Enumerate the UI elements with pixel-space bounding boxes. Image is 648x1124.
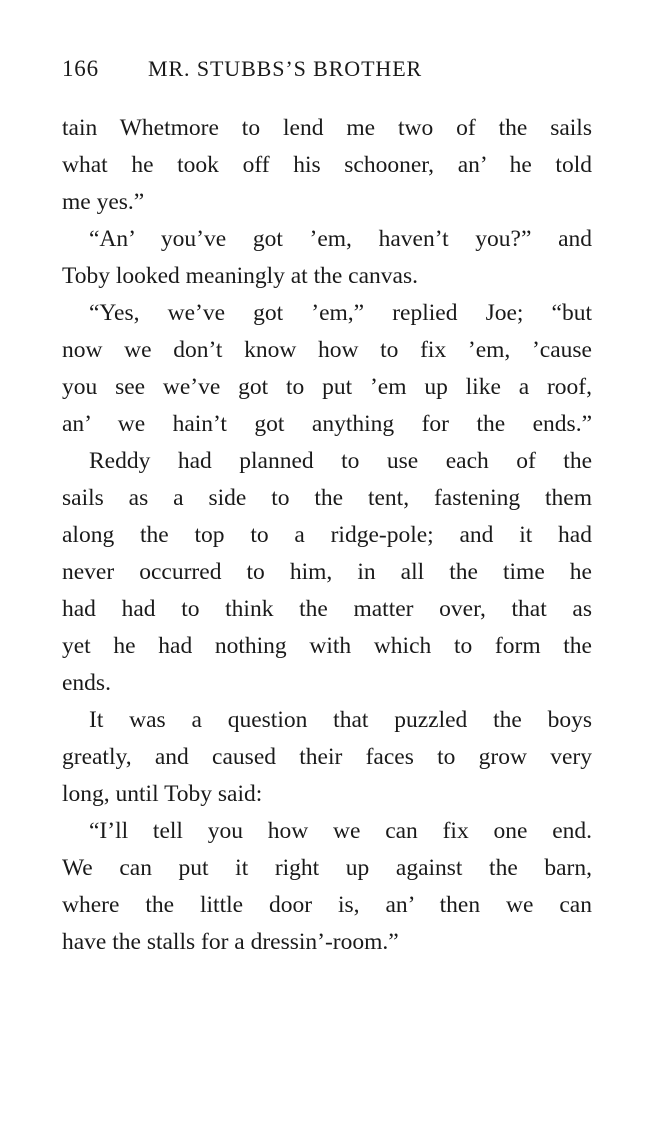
book-page <box>62 56 592 961</box>
paragraph <box>62 443 592 702</box>
running-title: MR. STUBBS’S BROTHER <box>148 56 423 81</box>
text-line: what he took off his schooner, an’ he told <box>62 152 592 178</box>
paragraph <box>62 221 592 295</box>
text-line: you see we’ve got to put ’em up like a roof, <box>62 374 592 400</box>
text-line: greatly, and caused their faces to grow very <box>62 744 592 770</box>
text-line: have the stalls for a dressin’-room.” <box>62 929 399 955</box>
text-line: never occurred to him, in all the time he <box>62 559 592 585</box>
page-number: 166 <box>62 56 99 81</box>
text-line: now we don’t know how to fix ’em, ’cause <box>62 337 592 363</box>
text-line: It was a question that puzzled the boys <box>89 707 592 733</box>
text-line: tain Whetmore to lend me two of the sails <box>62 115 592 141</box>
text-line: long, until Toby said: <box>62 781 263 807</box>
paragraph <box>62 295 592 443</box>
text-line: “I’ll tell you how we can fix one end. <box>89 818 592 844</box>
text-line: where the little door is, an’ then we can <box>62 892 592 918</box>
text-line: Toby looked meaningly at the canvas. <box>62 263 418 289</box>
paragraph <box>62 813 592 961</box>
text-line: an’ we hain’t got anything for the ends.” <box>62 411 592 437</box>
text-line: along the top to a ridge-pole; and it had <box>62 522 592 548</box>
text-line: me yes.” <box>62 189 145 215</box>
paragraph <box>62 702 592 813</box>
running-head <box>62 56 592 100</box>
text-line: yet he had nothing with which to form the <box>62 633 592 659</box>
text-line: “Yes, we’ve got ’em,” replied Joe; “but <box>89 300 592 326</box>
text-line: had had to think the matter over, that as <box>62 596 592 622</box>
text-line: “An’ you’ve got ’em, haven’t you?” and <box>89 226 592 252</box>
text-line: ends. <box>62 670 111 696</box>
text-line: sails as a side to the tent, fastening them <box>62 485 592 511</box>
text-line: We can put it right up against the barn, <box>62 855 592 881</box>
text-line: Reddy had planned to use each of the <box>89 448 592 474</box>
paragraph <box>62 110 592 221</box>
